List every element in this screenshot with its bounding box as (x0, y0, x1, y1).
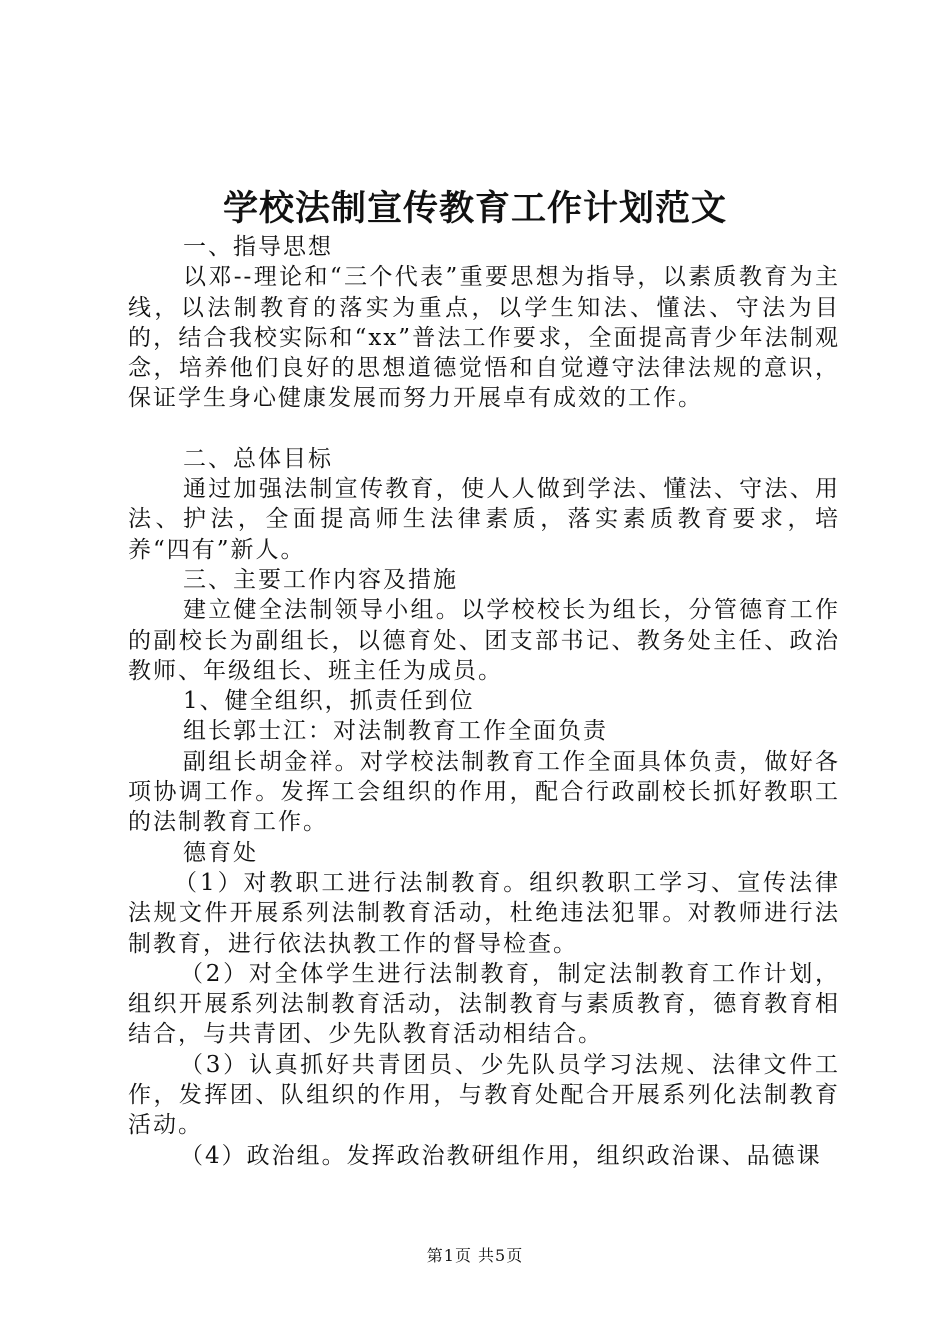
paragraph-leadership-group: 建立健全法制领导小组。以学校校长为组长，分管德育工作的副校长为副组长，以德育处、团支部书记、教务处主任、政治教师、年级组长、班主任为成员。 (128, 597, 840, 684)
paragraph-clause-3: （3）认真抓好共青团员、少先队员学习法规、法律文件工作，发挥团、队组织的作用，与教育处配合开展系列化法制教育活动。 (128, 1051, 840, 1139)
page-footer: 第1页 共5页 (426, 1246, 524, 1265)
paragraph-spacer (128, 414, 840, 444)
paragraph-guiding-ideology: 以邓--理论和“三个代表”重要思想为指导，以素质教育为主线，以法制教育的落实为重点，以学生知法、懂法、守法为目的，结合我校实际和“xx”普法工作要求，全面提高青少年法制观念，培养他们良好的思想道德觉悟和自觉遵守法律法规的意识，保证学生身心健康发展而努力开展卓有成效的工作。 (128, 264, 840, 412)
list-item-organization: 1、健全组织，抓责任到位 (183, 688, 475, 715)
paragraph-overall-goal: 通过加强法制宣传教育，使人人做到学法、懂法、守法、用法、护法，全面提高师生法律素质，落实素质教育要求，培养“四有”新人。 (128, 476, 840, 563)
paragraph-clause-1: （1）对教职工进行法制教育。组织教职工学习、宣传法律法规文件开展系列法制教育活动，杜绝违法犯罪。对教师进行法制教育，进行依法执教工作的督导检查。 (128, 869, 840, 957)
paragraph-moral-education-office: 德育处 (183, 839, 258, 866)
section-heading-overall-goal: 二、总体目标 (183, 445, 333, 472)
document-body (128, 232, 840, 1171)
document-title: 学校法制宣传教育工作计划范文 (222, 188, 727, 229)
paragraph-clause-4: （4）政治组。发挥政治教研组作用，组织政治课、品德课 (180, 1142, 822, 1169)
paragraph-deputy-leader: 副组长胡金祥。对学校法制教育工作全面具体负责，做好各项协调工作。发挥工会组织的作用，配合行政副校长抓好教职工的法制教育工作。 (128, 748, 840, 836)
paragraph-group-leader: 组长郭士江：对法制教育工作全面负责 (183, 718, 608, 745)
section-heading-guiding-ideology: 一、指导思想 (183, 234, 333, 260)
section-heading-main-work: 三、主要工作内容及措施 (183, 566, 458, 593)
paragraph-clause-2: （2）对全体学生进行法制教育，制定法制教育工作计划，组织开展系列法制教育活动，法制教育与素质教育，德育教育相结合，与共青团、少先队教育活动相结合。 (128, 960, 840, 1048)
